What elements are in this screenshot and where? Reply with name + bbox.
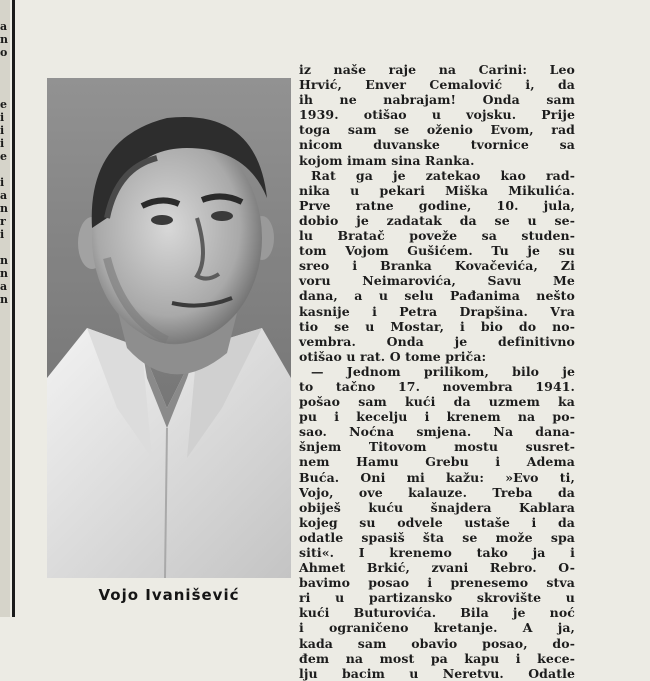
article-line: lu Bratač poveže sa studen- (299, 228, 575, 244)
article-line: tio se u Mostar, i bio do no- (299, 318, 575, 334)
article-line: sao. Noćna smjena. Na dana- (299, 424, 575, 440)
article-line: ri u partizansko skrovište u (299, 590, 575, 606)
article-line: obiješ kuću šnajdera Kablara (299, 499, 575, 515)
article-line: nicom duvanske tvornice sa (299, 137, 575, 153)
article-line: toga sam se oženio Evom, rad (299, 122, 575, 138)
article-line: Prve ratne godine, 10. jula, (299, 197, 575, 213)
article-line: iz naše raje na Carini: Leo (299, 62, 575, 77)
article-line: đem na most pa kapu i kece- (299, 650, 575, 666)
article-column (299, 62, 575, 681)
article-line: kući Buturovića. Bila je noć (299, 605, 575, 621)
article-line: pu i kecelju i krenem na po- (299, 409, 575, 425)
article-line: kasnije i Petra Drapšina. Vra (299, 303, 575, 319)
article-line: šnjem Titovom mostu susret- (299, 439, 575, 455)
article-line: nem Hamu Grebu i Adema (299, 454, 575, 470)
column-rule (12, 0, 15, 617)
article-line: kojom imam sina Ranka. (299, 152, 475, 168)
article-line: dobio je zadatak da se u se- (299, 212, 575, 228)
article-line: — Jednom prilikom, bilo je (311, 363, 575, 379)
article-line: Buća. Oni mi kažu: »Evo ti, (299, 469, 575, 485)
article-line: Rat ga je zatekao kao rad- (311, 167, 575, 183)
cut-off-column-text: a n o e i i i e i a n r i n n a n (0, 20, 8, 306)
article-line: tom Vojom Gušićem. Tu je su (299, 243, 575, 259)
article-line: Hrvić, Enver Cemalović i, da (299, 77, 575, 93)
article-line: dana, a u selu Pađanima nešto (299, 288, 575, 304)
article-line: i ograničeno kretanje. A ja, (299, 620, 575, 636)
portrait-photo (47, 78, 291, 578)
article-line: kojeg su odvele ustaše i da (299, 514, 575, 530)
article-line: voru Neimarovića, Savu Me (299, 273, 575, 289)
photo-caption: Vojo Ivanišević (98, 586, 240, 604)
article-line: Ahmet Brkić, zvani Rebro. O- (299, 560, 575, 576)
article-line: otišao u rat. O tome priča: (299, 348, 487, 364)
article-line: to tačno 17. novembra 1941. (299, 378, 575, 394)
article-line: lju bacim u Neretvu. Odatle (299, 665, 575, 681)
article-line: siti«. I krenemo tako ja i (299, 545, 575, 560)
article-line: pošao sam kući da uzmem ka (299, 394, 575, 410)
article-line: kada sam obavio posao, do- (299, 635, 575, 651)
page-edge (0, 0, 10, 617)
article-line: vembra. Onda je definitivno (299, 333, 575, 349)
article-line: 1939. otišao u vojsku. Prije (299, 107, 575, 123)
article-line: nika u pekari Miška Mikulića. (299, 182, 575, 198)
article-line: odatle spasiš šta se može spa (299, 529, 575, 545)
article-line: ih ne nabrajam! Onda sam (299, 92, 575, 108)
article-line: sreo i Branka Kovačevića, Zi (299, 258, 575, 274)
article-line: Vojo, ove kalauze. Treba da (299, 484, 575, 500)
article-line: bavimo posao i prenesemo stva (299, 575, 575, 591)
